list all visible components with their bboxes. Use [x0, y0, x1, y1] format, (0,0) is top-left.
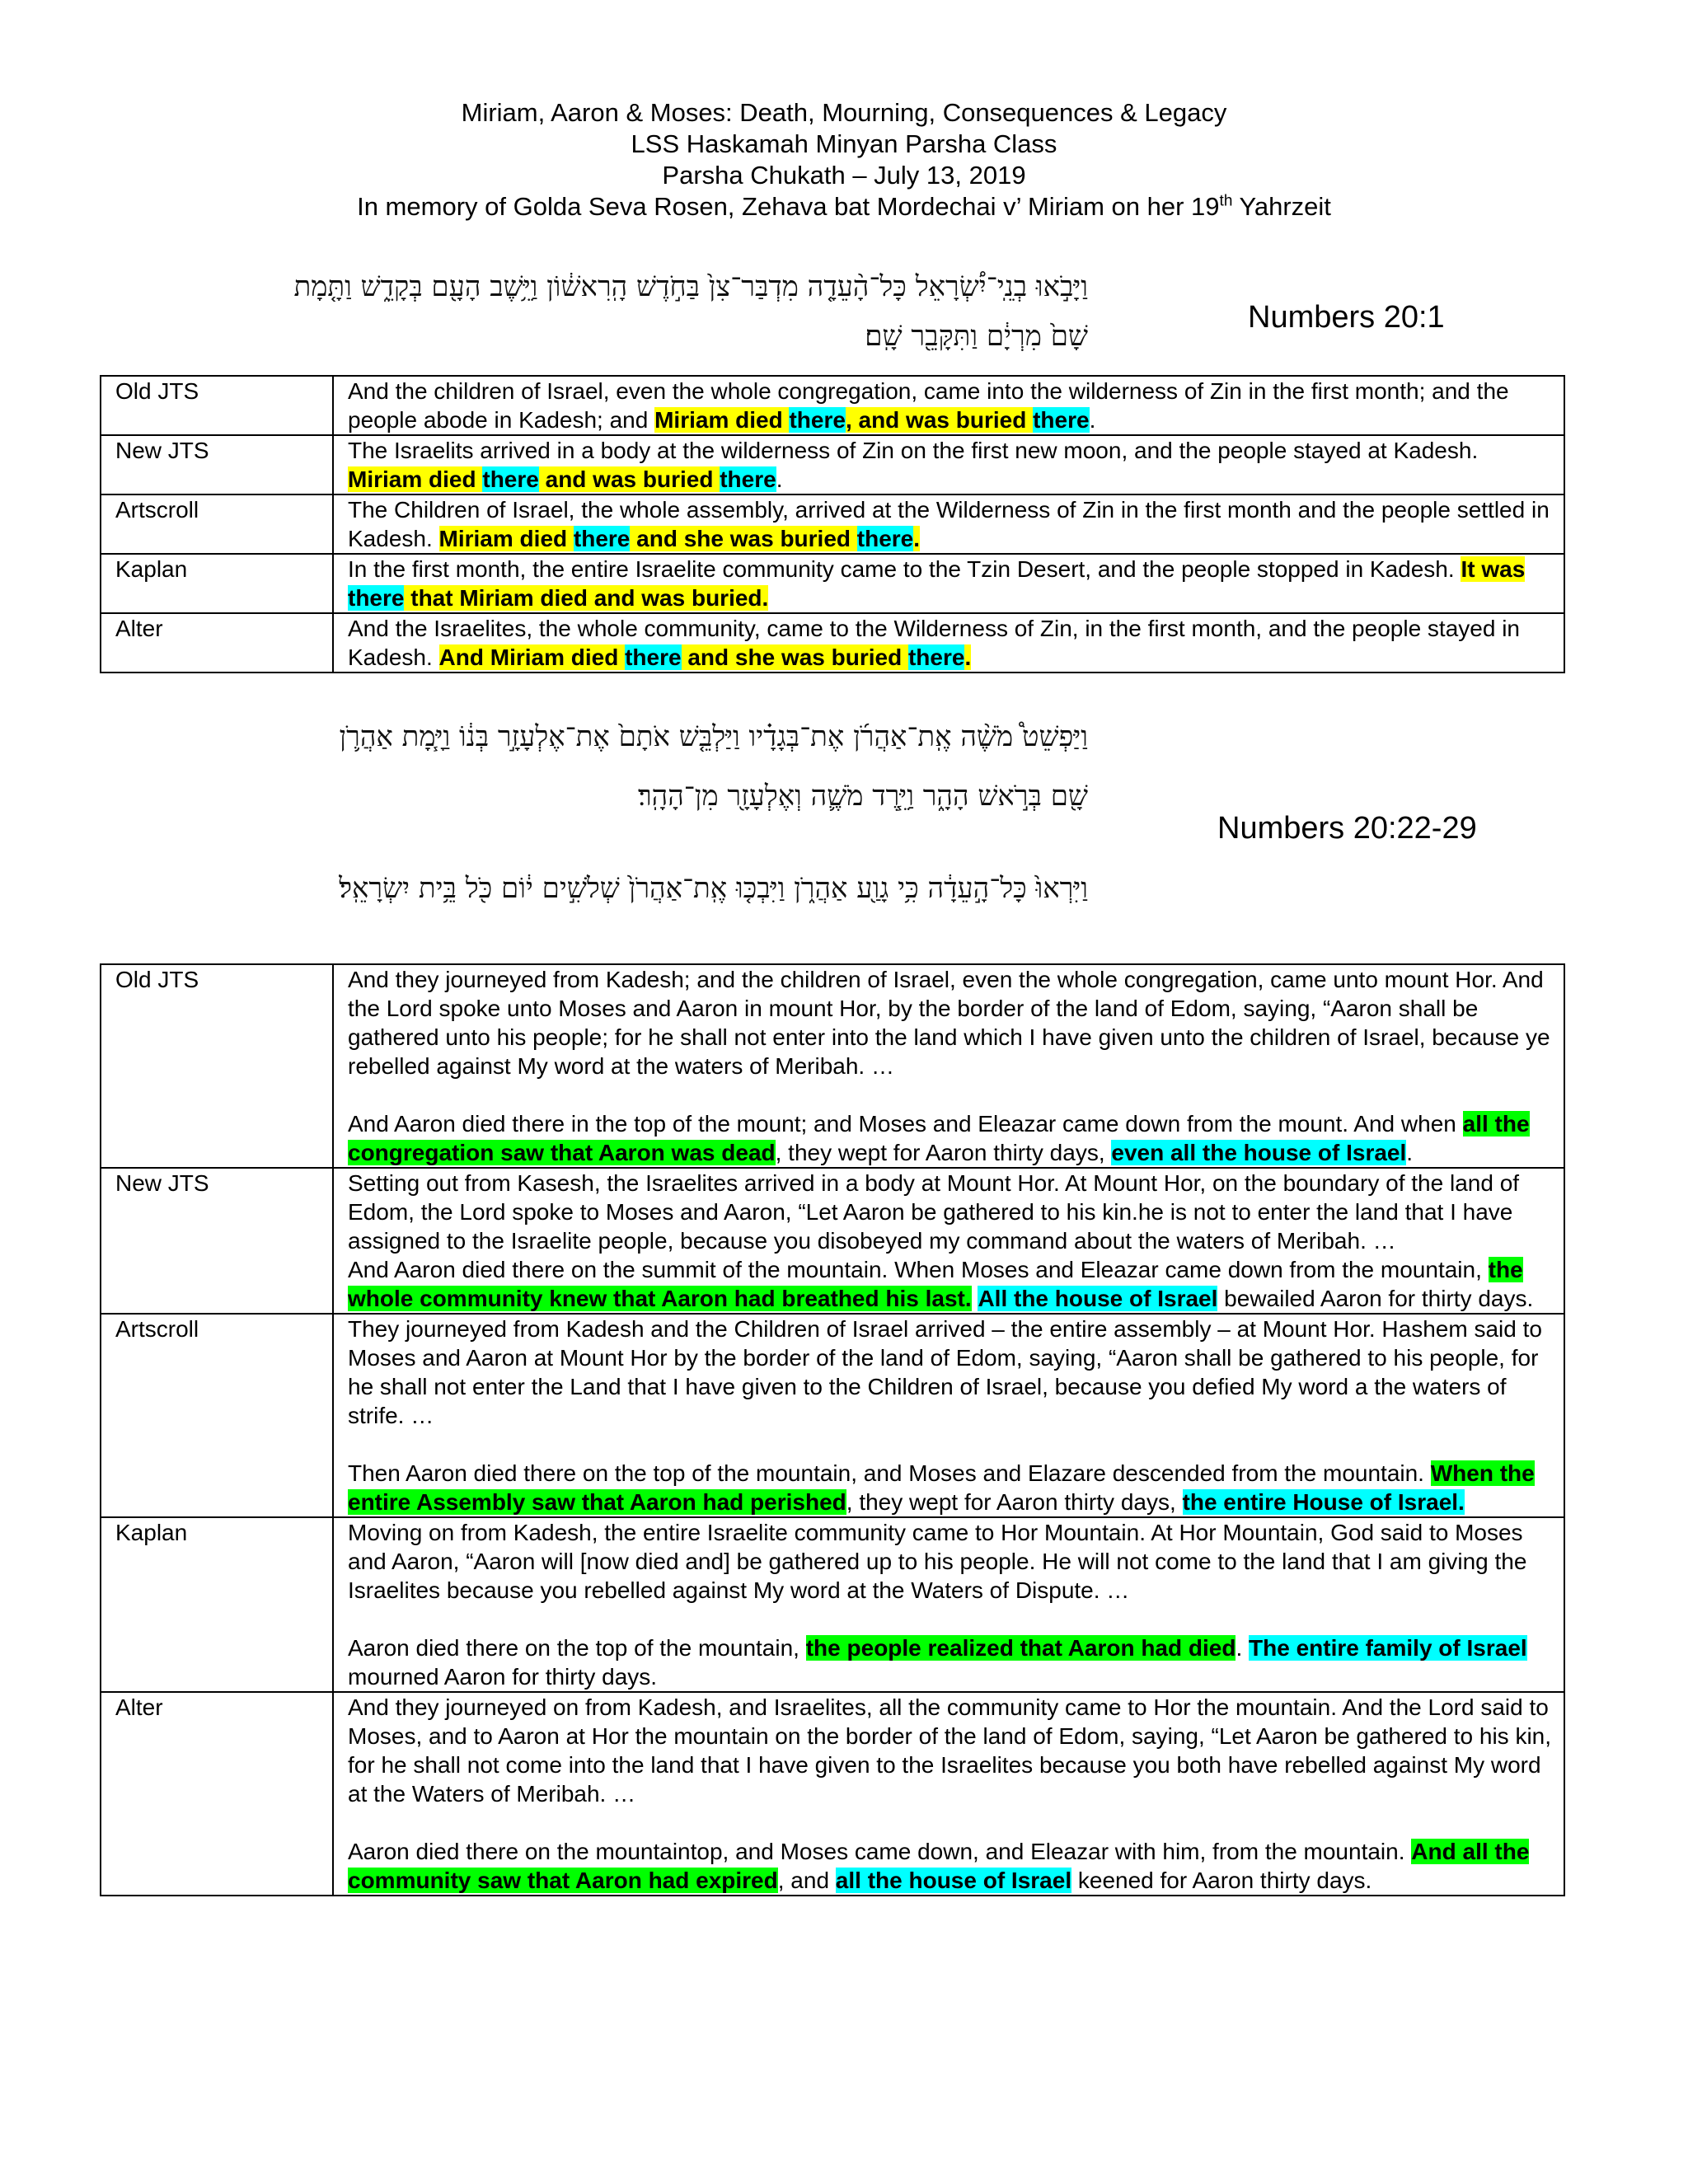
- paragraph-gap: [348, 1080, 1555, 1109]
- highlight-yellow: Miriam died: [654, 407, 790, 433]
- text-segment: The Israelits arrived in a body at the wilderness of Zin on the first new moon, and the people stayed at Kadesh.: [348, 438, 1479, 463]
- table-row: [101, 964, 1564, 1168]
- subtitle-class: LSS Haskamah Minyan Parsha Class: [631, 129, 1057, 158]
- table-row: [101, 613, 1564, 673]
- highlight-green: all the congregation saw that Aaron was dead: [348, 1111, 1530, 1165]
- translation-source: New JTS: [101, 435, 333, 494]
- dedication: In memory of Golda Seva Rosen, Zehava bat Mordechai v’ Miriam on her 19th Yahrzeit: [357, 192, 1331, 221]
- text-segment: , and: [777, 1868, 836, 1893]
- text-segment: And they journeyed from Kadesh; and the children of Israel, even the whole congregation, came unto mount Hor. And the Lord spoke unto Moses and Aaron in mount Hor, by the border of the land of Edom, saying, “Aaron shall be gathered unto his people; for he shall not enter into the land which I have given unto the children of Israel, because ye rebelled against My word at the waters of Meribah. …: [348, 967, 1550, 1079]
- highlight-yellow: that Miriam died and was buried.: [404, 585, 769, 611]
- text-segment: Aaron died there on the top of the mountain,: [348, 1635, 806, 1661]
- text-segment: bewailed Aaron for thirty days.: [1217, 1286, 1534, 1311]
- highlight-cyan: there: [482, 466, 539, 492]
- subtitle-parsha: Parsha Chukath – July 13, 2019: [662, 161, 1026, 190]
- table-row: [101, 494, 1564, 554]
- highlight-cyan: there: [789, 407, 846, 433]
- translation-text: [333, 435, 1564, 494]
- document-header: [0, 97, 1688, 223]
- highlight-cyan: there: [907, 644, 965, 670]
- highlight-cyan: even all the house of Israel: [1111, 1140, 1407, 1165]
- translation-text: [333, 554, 1564, 613]
- table-row: [101, 1517, 1564, 1692]
- table-row: [101, 1692, 1564, 1896]
- text-segment: Moving on from Kadesh, the entire Israelite community came to Hor Mountain. At Hor Mountain, God said to Moses and Aaron, “Aaron will [now died and] be gathered up to his people. He will not come to the land that I am giving the Israelites because you rebelled against My word at the Waters of Dispute. …: [348, 1520, 1527, 1603]
- translation-source: Old JTS: [101, 964, 333, 1168]
- highlight-cyan: there: [856, 526, 914, 551]
- translation-source: Alter: [101, 1692, 333, 1896]
- highlight-cyan: there: [720, 466, 776, 492]
- translation-text: [333, 376, 1564, 435]
- text-segment: And Aaron died there in the top of the mount; and Moses and Eleazar came down from the mount. And when: [348, 1111, 1463, 1137]
- translations-table-20-22-29: [100, 963, 1565, 1896]
- hebrew-verse-20-1: וַיָּבֹ֣אוּ בְנֵֽי־יִ֠שְׂרָאֵל כָּל־הָ֨עֵדָ֤ה מִדְבַּר־צִן֙ בַּחֹ֣דֶשׁ הָֽרִאשׁ֔וֹן וַיֵּ֥שֶׁב הָעָ֖ם בְּקָדֵ֑שׁ וַתָּ֤מָת שָׁם֙ מִרְיָ֔ם וַתִּקָּבֵ֖ר שָֽׁם׃: [293, 270, 1088, 353]
- translations-table-20-1: [100, 375, 1565, 673]
- table-row: [101, 435, 1564, 494]
- highlight-yellow: It was: [1461, 556, 1526, 582]
- highlight-yellow: and she was buried: [630, 526, 857, 551]
- translation-text: [333, 1314, 1564, 1517]
- highlight-cyan: All the house of Israel: [978, 1286, 1218, 1311]
- title: Miriam, Aaron & Moses: Death, Mourning, Consequences & Legacy: [461, 98, 1227, 127]
- table-row: [101, 1314, 1564, 1517]
- text-segment: And Aaron died there on the summit of the mountain. When Moses and Eleazar came down from the mountain,: [348, 1257, 1489, 1282]
- text-segment: The Children of Israel, the whole assembly, arrived at the Wilderness of Zin in the first month and the people settled in Kadesh.: [348, 497, 1550, 551]
- text-segment: And the Israelites, the whole community, came to the Wilderness of Zin, in the first month, and the people stayed in Kadesh.: [348, 616, 1520, 670]
- text-segment: keened for Aaron thirty days.: [1071, 1868, 1372, 1893]
- verse-reference-20-22-29: Numbers 20:22-29: [1217, 811, 1477, 846]
- translation-paragraph: [348, 1255, 1555, 1313]
- highlight-yellow: And Miriam died: [438, 644, 626, 670]
- highlight-green: And all the community saw that Aaron had expired: [348, 1839, 1530, 1893]
- translation-text: [333, 1692, 1564, 1896]
- translation-paragraph: [348, 1837, 1555, 1895]
- highlight-cyan: there: [625, 644, 682, 670]
- text-segment: mourned Aaron for thirty days.: [348, 1664, 658, 1690]
- text-segment: , they wept for Aaron thirty days,: [775, 1140, 1112, 1165]
- highlight-yellow: Miriam died: [348, 466, 483, 492]
- highlight-yellow: , and was buried: [845, 407, 1034, 433]
- translation-source: Alter: [101, 613, 333, 673]
- text-segment: .: [776, 466, 783, 492]
- text-segment: And the children of Israel, even the whole congregation, came into the wilderness of Zin in the first month; and the people abode in Kadesh; and: [348, 378, 1509, 433]
- translation-paragraph: [348, 1518, 1555, 1605]
- text-segment: Aaron died there on the mountaintop, and Moses came down, and Eleazar with him, from the mountain.: [348, 1839, 1412, 1864]
- highlight-yellow: and was buried: [538, 466, 720, 492]
- text-segment: .: [1406, 1140, 1414, 1165]
- translation-text: [333, 494, 1564, 554]
- highlight-yellow: Miriam died: [438, 526, 574, 551]
- table-row: [101, 554, 1564, 613]
- highlight-cyan: there: [573, 526, 631, 551]
- translation-source: Old JTS: [101, 376, 333, 435]
- translation-source: Artscroll: [101, 494, 333, 554]
- text-segment: They journeyed from Kadesh and the Children of Israel arrived – the entire assembly – at Mount Hor. Hashem said to Moses and Aaron at Mount Hor by the border of the land of Edom, saying, “Aaron shall be gathered to his people, for he shall not enter the Land that I have given to the Children of Israel, because you defied My word a the waters of strife. …: [348, 1316, 1542, 1428]
- paragraph-gap: [348, 1808, 1555, 1837]
- translation-paragraph: [348, 1109, 1555, 1167]
- highlight-yellow: and she was buried: [681, 644, 908, 670]
- highlight-cyan: the entire House of Israel.: [1182, 1489, 1465, 1515]
- text-segment: .: [1236, 1635, 1250, 1661]
- text-segment: Then Aaron died there on the top of the mountain, and Moses and Elazare descended from the mountain.: [348, 1460, 1431, 1486]
- translation-text: [333, 964, 1564, 1168]
- paragraph-gap: [348, 1605, 1555, 1633]
- highlight-cyan: The entire family of Israel: [1249, 1635, 1527, 1661]
- highlight-yellow: .: [964, 644, 972, 670]
- highlight-cyan: there: [1033, 407, 1090, 433]
- translation-paragraph: [348, 1169, 1555, 1255]
- text-segment: Setting out from Kasesh, the Israelites arrived in a body at Mount Hor. At Mount Hor, on the boundary of the land of Edom, the Lord spoke to Moses and Aaron, “Let Aaron be gathered to his kin.he is not to enter the land that I have assigned to the Israelite people, because you disobeyed my command about the waters of Meribah. …: [348, 1170, 1520, 1254]
- highlight-cyan: there: [348, 585, 405, 611]
- text-segment: In the first month, the entire Israelite community came to the Tzin Desert, and the people stopped in Kadesh.: [348, 556, 1461, 582]
- translation-paragraph: [348, 1693, 1555, 1808]
- highlight-green: When the entire Assembly saw that Aaron had perished: [348, 1460, 1535, 1515]
- translation-paragraph: [348, 965, 1555, 1080]
- highlight-yellow: .: [913, 526, 921, 551]
- translation-source: Kaplan: [101, 554, 333, 613]
- translation-paragraph: [348, 1633, 1555, 1691]
- translation-source: Artscroll: [101, 1314, 333, 1517]
- table-row: [101, 376, 1564, 435]
- text-segment: And they journeyed on from Kadesh, and Israelites, all the community came to Hor the mountain. And the Lord said to Moses, and to Aaron at Hor the mountain on the border of the land of Edom, saying, “Let Aaron be gathered to his kin, for he shall not come into the land that I have given to the Israelites because you both have rebelled against My word at the Waters of Meribah. …: [348, 1694, 1552, 1807]
- verse-reference-20-1: Numbers 20:1: [1248, 300, 1445, 335]
- translation-text: [333, 613, 1564, 673]
- translation-paragraph: [348, 1315, 1555, 1430]
- highlight-green: the people realized that Aaron had died: [805, 1635, 1236, 1661]
- translation-paragraph: [348, 1459, 1555, 1516]
- highlight-green: the whole community knew that Aaron had breathed his last.: [348, 1257, 1523, 1311]
- translation-source: Kaplan: [101, 1517, 333, 1692]
- text-segment: , they wept for Aaron thirty days,: [846, 1489, 1183, 1515]
- translation-text: [333, 1168, 1564, 1314]
- translation-text: [333, 1517, 1564, 1692]
- highlight-cyan: all the house of Israel: [835, 1868, 1072, 1893]
- table-row: [101, 1168, 1564, 1314]
- paragraph-gap: [348, 1430, 1555, 1459]
- translation-source: New JTS: [101, 1168, 333, 1314]
- hebrew-verse-20-22-29: וַיַּפְשֵׁט֩ מֹשֶׁ֨ה אֶֽת־אַהֲרֹ֜ן אֶת־בְּגָדָ֗יו וַיַּלְבֵּ֤שׁ אֹתָם֙ אֶת־אֶלְעָזָ֣ר בְּנ֔וֹ וַיָּ֧מָת אַהֲרֹ֛ן שָׁ֖ם בְּרֹ֣אשׁ הָהָ֑ר וַיֵּ֧רֶד מֹשֶׁ֛ה וְאֶלְעָזָ֖ר מִן־הָהָֽר׃ וַיִּרְאוּ֙ כָּל־הָ֣עֵדָ֔ה כִּ֥י גָוַ֖ע אַהֲרֹ֑ן וַיִּבְכּ֤וּ אֶֽת־אַהֲרֹן֙ שְׁלֹשִׁ֣ים י֔וֹם כֹּ֖ל בֵּ֥ית יִשְׂרָאֵֽל׃: [339, 720, 1088, 905]
- text-segment: .: [1089, 407, 1096, 433]
